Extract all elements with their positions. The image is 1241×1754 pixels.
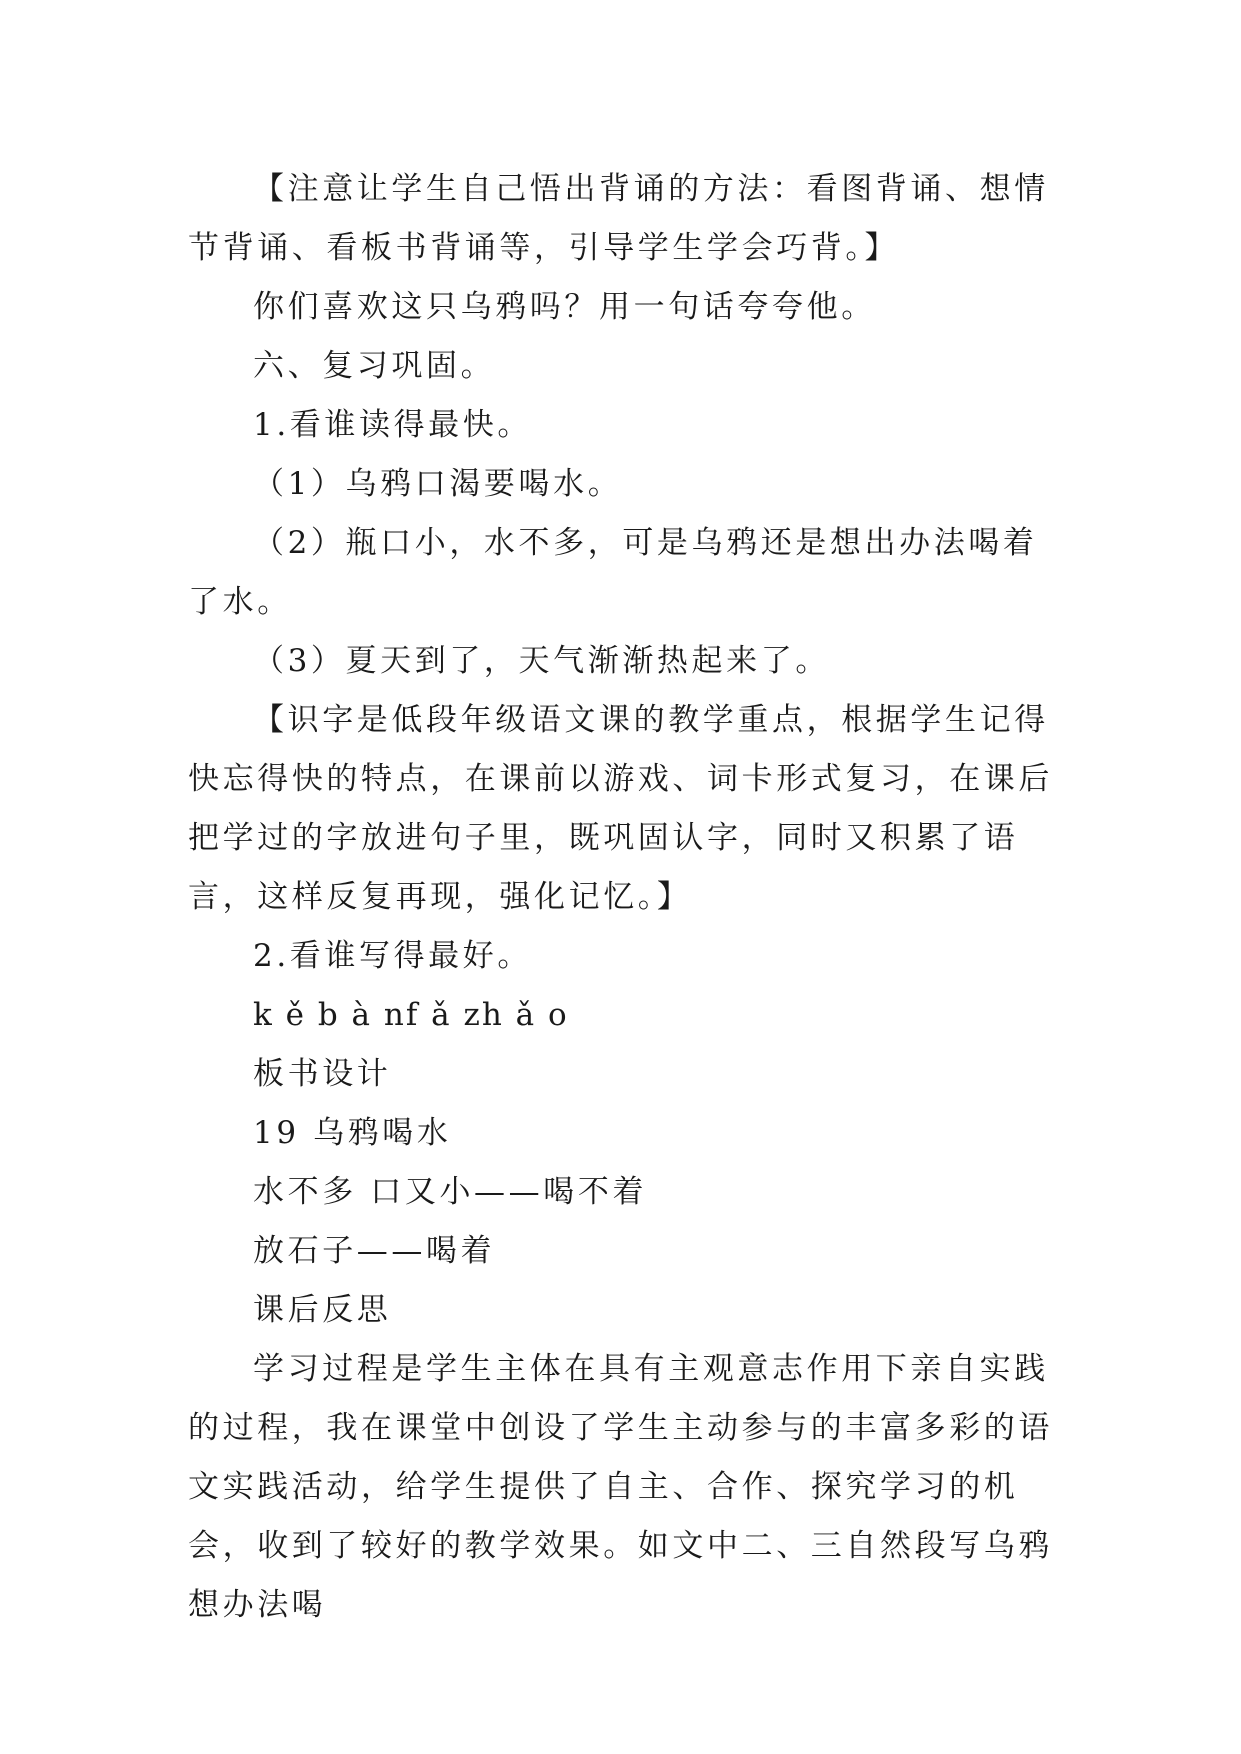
board-line-2: 放石子——喝着 — [253, 1233, 496, 1269]
section-heading-review: 六、复习巩固。 — [253, 348, 496, 384]
board-line-1: 水不多 口又小——喝不着 — [253, 1174, 648, 1210]
sentence-1: （1）乌鸦口渴要喝水。 — [253, 466, 623, 502]
board-title: 19 乌鸦喝水 — [253, 1115, 452, 1151]
teaching-note-literacy: 【识字是低段年级语文课的教学重点，根据学生记得快忘得快的特点，在课前以游戏、词卡形式复习，在课后把学过的字放进句子里，既巩固认字，同时又积累了语言，这样反复再现，强化记忆。】 — [188, 702, 1053, 915]
board-design-heading: 板书设计 — [253, 1056, 392, 1092]
teaching-note-recitation: 【注意让学生自己悟出背诵的方法：看图背诵、想情节背诵、看板书背诵等，引导学生学会巧背。】 — [188, 171, 1049, 266]
exercise-write-best: 2.看谁写得最好。 — [253, 938, 532, 974]
pinyin-line: k ě b à nf ǎ zh ǎ o — [253, 997, 569, 1033]
sentence-2: （2）瓶口小，水不多，可是乌鸦还是想出办法喝着了水。 — [188, 525, 1038, 620]
sentence-3: （3）夏天到了，天气渐渐热起来了。 — [253, 643, 830, 679]
document-body — [188, 160, 1053, 1635]
question-praise-crow: 你们喜欢这只乌鸦吗？用一句话夸夸他。 — [253, 289, 876, 325]
reflection-body: 学习过程是学生主体在具有主观意志作用下亲自实践的过程，我在课堂中创设了学生主动参与的丰富多彩的语文实践活动，给学生提供了自主、合作、探究学习的机会，收到了较好的教学效果。如文中二、三自然段写乌鸦想办法喝 — [188, 1351, 1053, 1623]
exercise-read-fastest: 1.看谁读得最快。 — [253, 407, 532, 443]
reflection-heading: 课后反思 — [253, 1292, 392, 1328]
